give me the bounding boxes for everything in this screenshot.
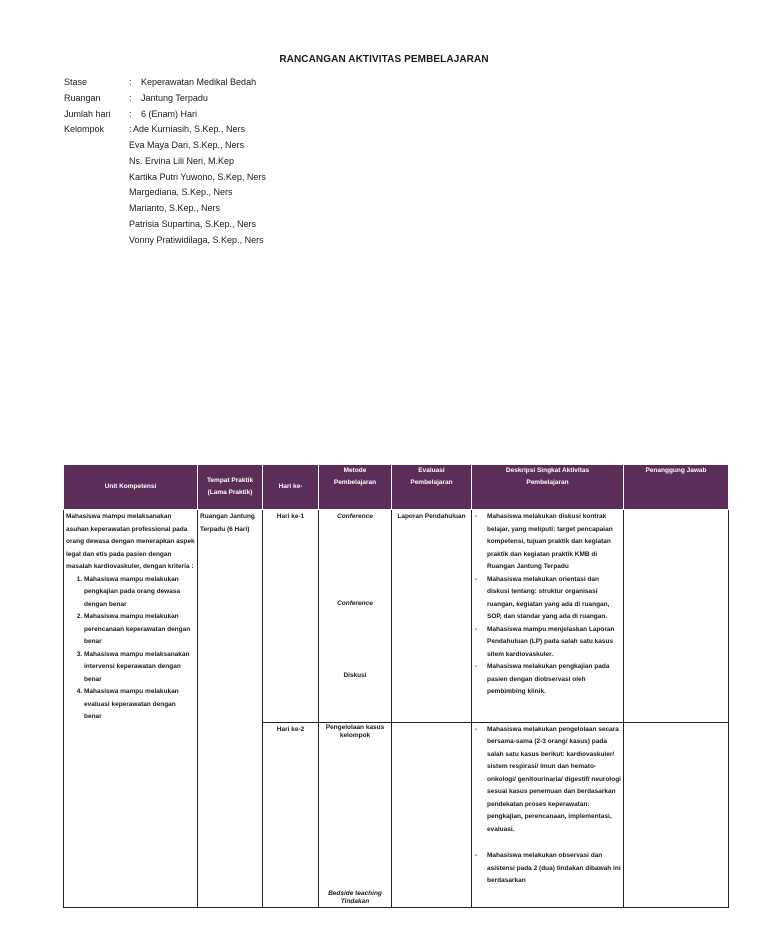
- header-line: Pembelajaran: [333, 479, 377, 486]
- activity-item: - Mahasiswa melakukan diskusi kontrak belajar, yang meliputi: target pencapaian kompetensi, tujuan praktik dan kegiatan praktik dan kegiatan praktik KMB di Ruangan Jantung Terpadu: [474, 511, 621, 574]
- member-name: Vonny Pratiwidilaga, S.Kep., Ners: [129, 234, 264, 245]
- method-label: Diskusi: [343, 672, 367, 679]
- method-label: Pengelolaan kasus kelompok: [325, 723, 385, 739]
- activity-item: - Mahasiswa melakukan pengelolaan secara bersama-sama (2-3 orang/ kasus) pada salah satu kasus berikut: kardiovaskuler/ sistem respirasi/ imun dan hemato-onkologi/ genitourinaria/ digestif/ neurologi sesuai kasus penemuan dan berdasarkan pendekatan proses keperawatan: pengkajian, perencanaan, implementasi, evaluasi.: [474, 724, 621, 837]
- cell-penanggung-jawab: [624, 510, 729, 723]
- header-line: (Lama Praktik): [207, 489, 253, 496]
- activity-item: - Mahasiswa melakukan orientasi dan diskusi tentang: struktur organisasi ruangan, kegiatan yang ada di ruangan, SOP, dan standar yang ada di ruangan.: [474, 574, 621, 624]
- header-metode-pembelajaran: [319, 465, 392, 510]
- info-value: Ade Kurniasih, S.Kep., Ners: [133, 124, 246, 135]
- table-header-row: [64, 465, 729, 510]
- info-label: Kelompok: [64, 124, 105, 135]
- member-name: Margediana, S.Kep., Ners: [129, 187, 233, 198]
- header-hari-ke: Hari ke-: [263, 465, 319, 510]
- header-unit-kompetensi: Unit Kompetensi: [64, 465, 198, 510]
- header-line: Metode: [343, 467, 367, 474]
- info-row-jumlah-hari: [64, 107, 256, 123]
- info-row-stase: [64, 75, 256, 91]
- cell-hari-ke: Hari ke-1: [263, 510, 319, 723]
- info-label: Jumlah hari: [64, 108, 111, 119]
- method-label: Bedside teaching: [328, 889, 382, 897]
- cell-evaluasi: [392, 722, 472, 907]
- header-line: Pembelajaran: [410, 479, 453, 486]
- info-value: Jantung Terpadu: [141, 92, 208, 103]
- method-label: Conference: [337, 513, 373, 520]
- cell-deskripsi: [472, 722, 624, 907]
- criteria-item: 1. Mahasiswa mampu melakukan pengkajian pada orang dewasa dengan benar: [84, 574, 195, 612]
- unit-intro: Mahasiswa mampu melaksanakan asuhan keperawatan professional pada orang dewasa dengan menerapkan aspek legal dan etis pada pasien dengan masalah kardiovaskuler, dengan kriteria :: [66, 513, 195, 570]
- member-list: [129, 138, 266, 249]
- header-penanggung-jawab: Penanggung Jawab: [624, 465, 729, 510]
- member-name: Patrisia Supartina, S.Kep., Ners: [129, 218, 257, 229]
- info-label: Ruangan: [64, 92, 101, 103]
- activity-item: - Mahasiswa melakukan observasi dan asistensi pada 2 (dua) tindakan dibawah ini berdasarkan: [474, 850, 621, 888]
- cell-metode: [319, 510, 392, 723]
- method-label: Tindakan: [340, 897, 370, 905]
- cell-metode: [319, 722, 392, 907]
- info-row-kelompok: [64, 122, 256, 138]
- info-row-ruangan: [64, 91, 256, 107]
- header-tempat-praktik: [198, 465, 263, 510]
- header-line: Pembelajaran: [526, 479, 569, 486]
- criteria-list: [66, 574, 195, 724]
- method-label: Conference: [337, 599, 373, 607]
- header-evaluasi-pembelajaran: [392, 465, 472, 510]
- criteria-item: 4. Mahasiswa mampu melakukan evaluasi keperawatan dengan benar: [84, 686, 195, 724]
- cell-tempat-praktik: Ruangan Jantung Terpadu (6 Hari): [198, 510, 263, 908]
- header-line: Evaluasi: [418, 467, 445, 474]
- member-name: Ns. Ervina Lili Neri, M.Kep: [129, 155, 235, 166]
- info-separator: :: [129, 124, 132, 135]
- info-separator: :: [129, 108, 132, 119]
- activity-table: [63, 465, 729, 908]
- info-value: 6 (Enam) Hari: [141, 108, 198, 119]
- info-separator: :: [129, 77, 132, 87]
- info-block: [64, 75, 256, 138]
- activity-list: [474, 724, 621, 888]
- document-title: RANCANGAN AKTIVITAS PEMBELAJARAN: [279, 54, 489, 65]
- member-name: Kartika Putri Yuwono, S.Kep, Ners: [129, 171, 266, 182]
- cell-unit-kompetensi: [64, 510, 198, 908]
- cell-evaluasi: Laporan Pendahuluan: [392, 510, 472, 723]
- activity-item: - Mahasiswa mampu menjelaskan Laporan Pendahuluan (LP) pada salah satu kasus sitem kardiovaskuler.: [474, 624, 621, 662]
- member-name: Marianto, S.Kep., Ners: [129, 203, 221, 214]
- cell-hari-ke: Hari ke-2: [263, 722, 319, 907]
- criteria-item: 3. Mahasiswa mampu melaksanakan intervensi keperawatan dengan benar: [84, 649, 195, 687]
- info-value: Keperawatan Medikal Bedah: [141, 77, 257, 87]
- info-separator: :: [129, 92, 132, 103]
- table-row-day-1: [64, 510, 729, 723]
- activity-list: [474, 511, 621, 699]
- activity-item: - Mahasiswa melakukan pengkajian pada pasien dengan diobservasi oleh pembimbing klinik.: [474, 661, 621, 699]
- cell-deskripsi: [472, 510, 624, 723]
- header-line: Tempat Praktik: [206, 477, 254, 484]
- header-deskripsi-aktivitas: [472, 465, 624, 510]
- cell-penanggung-jawab: [624, 722, 729, 907]
- criteria-item: 2. Mahasiswa mampu melakukan perencanaan keperawatan dengan benar: [84, 611, 195, 649]
- info-label: Stase: [64, 77, 88, 87]
- member-name: Eva Maya Dari, S.Kep., Ners: [129, 140, 245, 150]
- header-line: Deskripsi Singkat Aktivitas: [505, 467, 590, 474]
